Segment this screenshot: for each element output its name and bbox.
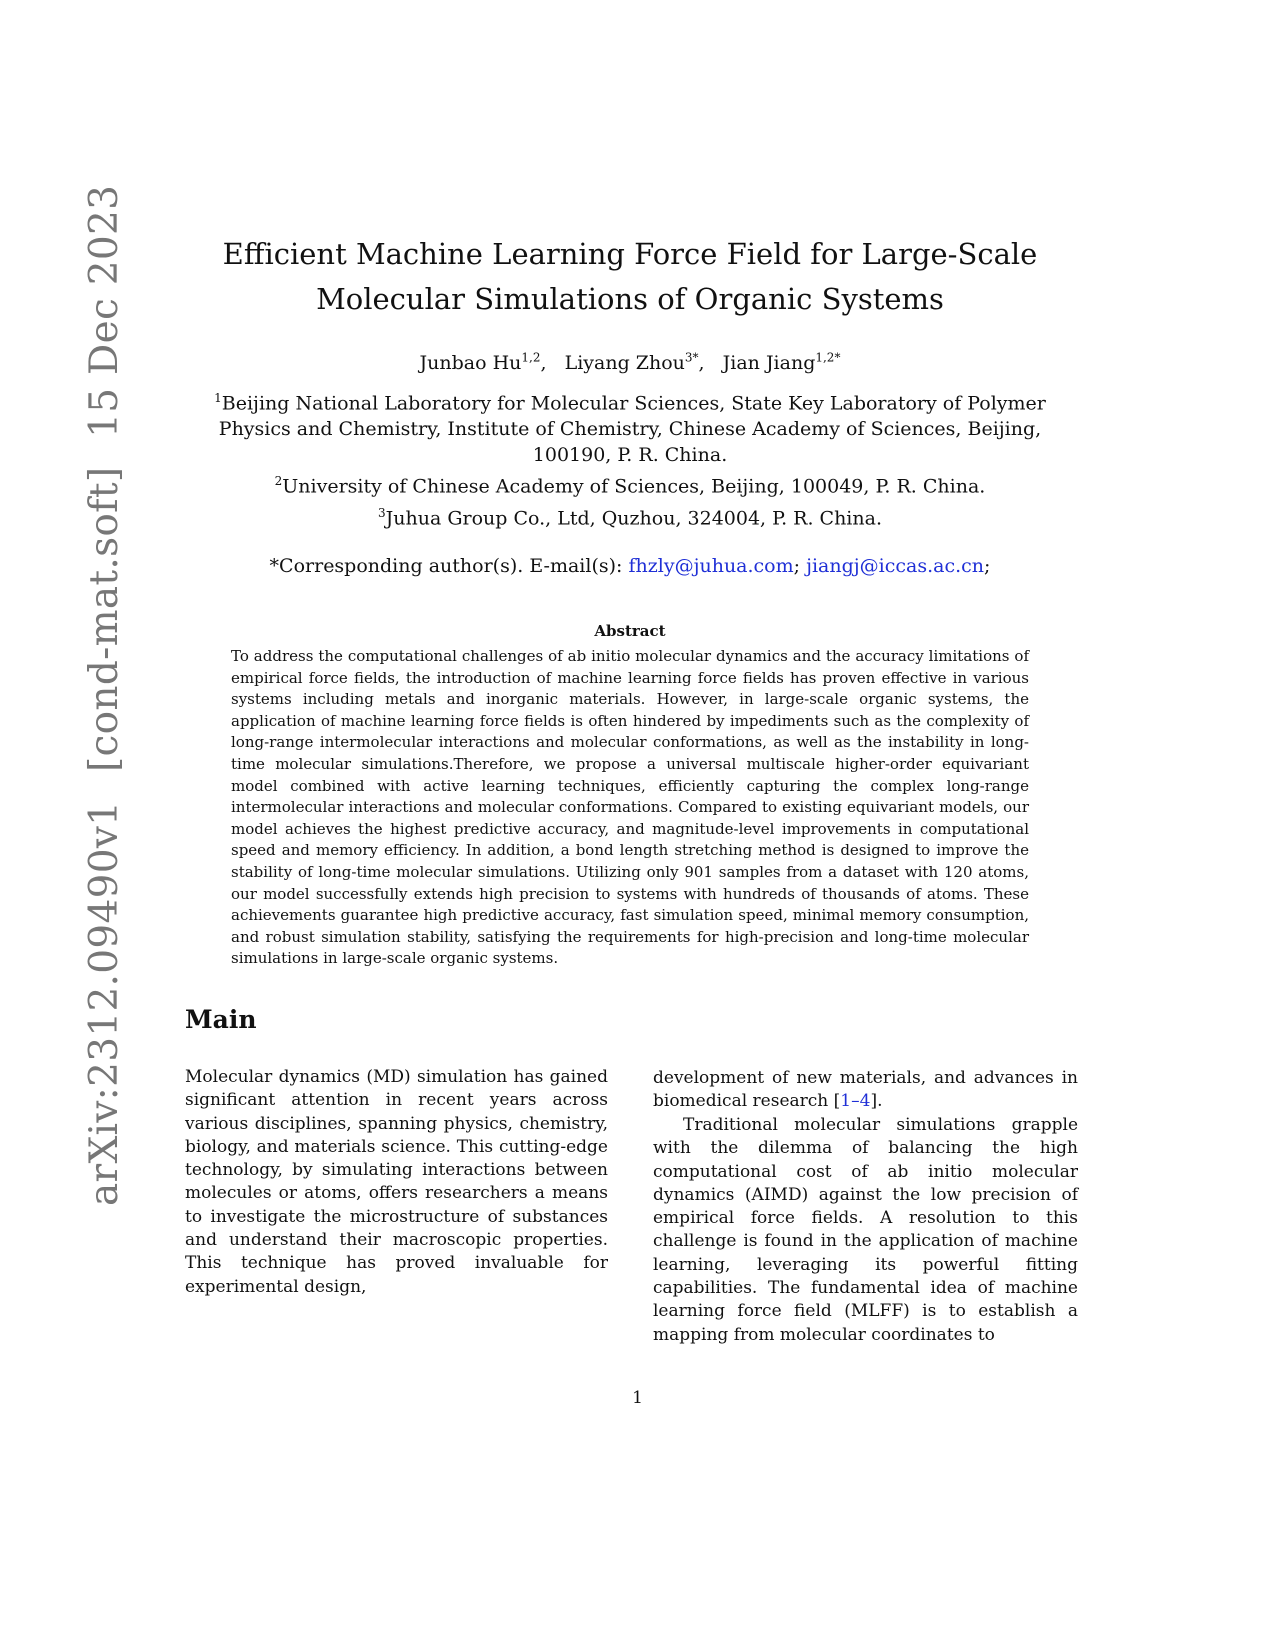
email-link-2[interactable]: jiangj@iccas.ac.cn — [806, 555, 985, 577]
affiliation-marker: 1 — [214, 391, 222, 405]
title-line-2: Molecular Simulations of Organic Systems — [316, 282, 944, 316]
main-paragraph-right-2: Traditional molecular simulations grapple with the dilemma of balancing the high computational cost of ab initio molecular dynamics (AIMD) against the low precision of empirical force fields. A resolution to this challenge is found in the application of machine learning, leveraging its powerful fitting capabilities. The fundamental idea of machine learning force field (MLFF) is to establish a mapping from molecular coordinates to — [653, 1115, 1078, 1345]
arxiv-date: 15 Dec 2023 — [82, 184, 127, 438]
affiliation-2 — [200, 468, 1060, 499]
author-list — [200, 346, 1060, 375]
paragraph-text: development of new materials, and advances in biomedical research [ — [653, 1068, 1078, 1112]
author-3 — [723, 352, 841, 374]
affiliation-1 — [200, 385, 1060, 468]
paper-title — [200, 232, 1060, 322]
affiliation-marker: 3 — [377, 505, 386, 520]
affiliation-3 — [200, 500, 1060, 531]
author-2: Liyang Zhou$^{3*}$, — [564, 351, 705, 375]
page-number: 1 — [632, 1388, 643, 1408]
author-name: Liyang Zhou — [564, 352, 685, 375]
arxiv-category: [cond-mat.soft] — [82, 466, 127, 773]
affiliation-text: Beijing National Laboratory for Molecular Sciences, State Key Laboratory of Polymer Physics and Chemistry, Institute of Chemistry, Chinese Academy of Sciences, Beijing, 100190, P. R. China. — [218, 392, 1046, 467]
arxiv-id: arXiv:2312.09490v1 — [82, 800, 127, 1206]
main-paragraph-right-1 — [653, 1067, 1078, 1114]
affiliation-list — [200, 385, 1060, 531]
arxiv-sidebar-stamp — [82, 184, 140, 1206]
corresponding-author-line — [200, 554, 1060, 578]
affiliation-marker: 2 — [274, 474, 283, 489]
author-affiliation-marker: 3* — [684, 351, 699, 365]
main-paragraph-left: Molecular dynamics (MD) simulation has gained significant attention in recent years across various disciplines, spanning physics, chemistry, biology, and materials science. This cutting-edge technology, by simulating interactions between molecules or atoms, offers researchers a means to investigate the microstructure of substances and understand their macroscopic properties. This technique has proved invaluable for experimental design, — [185, 1067, 608, 1297]
email-link-1[interactable]: fhzly@juhua.com — [628, 555, 794, 577]
author-1: Junbao Hu$^{1,2}$, — [419, 351, 547, 375]
author-name: Junbao Hu — [419, 352, 522, 375]
section-heading-main: Main — [185, 1005, 257, 1034]
author-name: Jian Jiang — [722, 352, 816, 375]
corresponding-prefix: *Corresponding author(s). E-mail(s): — [269, 555, 623, 577]
affiliation-text: Juhua Group Co., Ltd, Quzhou, 324004, P. R. China. — [385, 506, 882, 529]
author-affiliation-marker: 1,2* — [815, 351, 841, 365]
abstract-text: To address the computational challenges of ab initio molecular dynamics and the accuracy limitations of empirical force fields, the introduction of machine learning force fields has proven effective in various systems including metals and inorganic materials. However, in large-scale organic systems, the application of machine learning force fields is often hindered by impediments such as the complexity of long-range intermolecular interactions and molecular conformations, as well as the instability in long-time molecular simulations.Therefore, we propose a universal multiscale higher-order equivariant model combined with active learning techniques, efficiently capturing the complex long-range intermolecular interactions and molecular conformations. Compared to existing equivariant models, our model achieves the highest predictive accuracy, and magnitude-level improvements in computational speed and memory efficiency. In addition, a bond length stretching method is designed to improve the stability of long-time molecular simulations. Utilizing only 901 samples from a dataset with 120 atoms, our model successfully extends high precision to systems with hundreds of thousands of atoms. These achievements guarantee high predictive accuracy, fast simulation speed, minimal memory consumption, and robust simulation stability, satisfying the requirements for high-precision and long-time molecular simulations in large-scale organic systems. — [231, 647, 1029, 968]
author-affiliation-marker: 1,2 — [521, 351, 541, 365]
paragraph-text: ]. — [870, 1091, 883, 1112]
email-separator: ; — [793, 555, 801, 577]
citation-link[interactable]: 1–4 — [840, 1091, 871, 1112]
title-line-1: Efficient Machine Learning Force Field for Large-Scale — [222, 237, 1038, 271]
affiliation-text: University of Chinese Academy of Sciences, Beijing, 100049, P. R. China. — [282, 475, 986, 498]
abstract-heading: Abstract — [594, 622, 666, 640]
email-end: ; — [984, 555, 991, 577]
